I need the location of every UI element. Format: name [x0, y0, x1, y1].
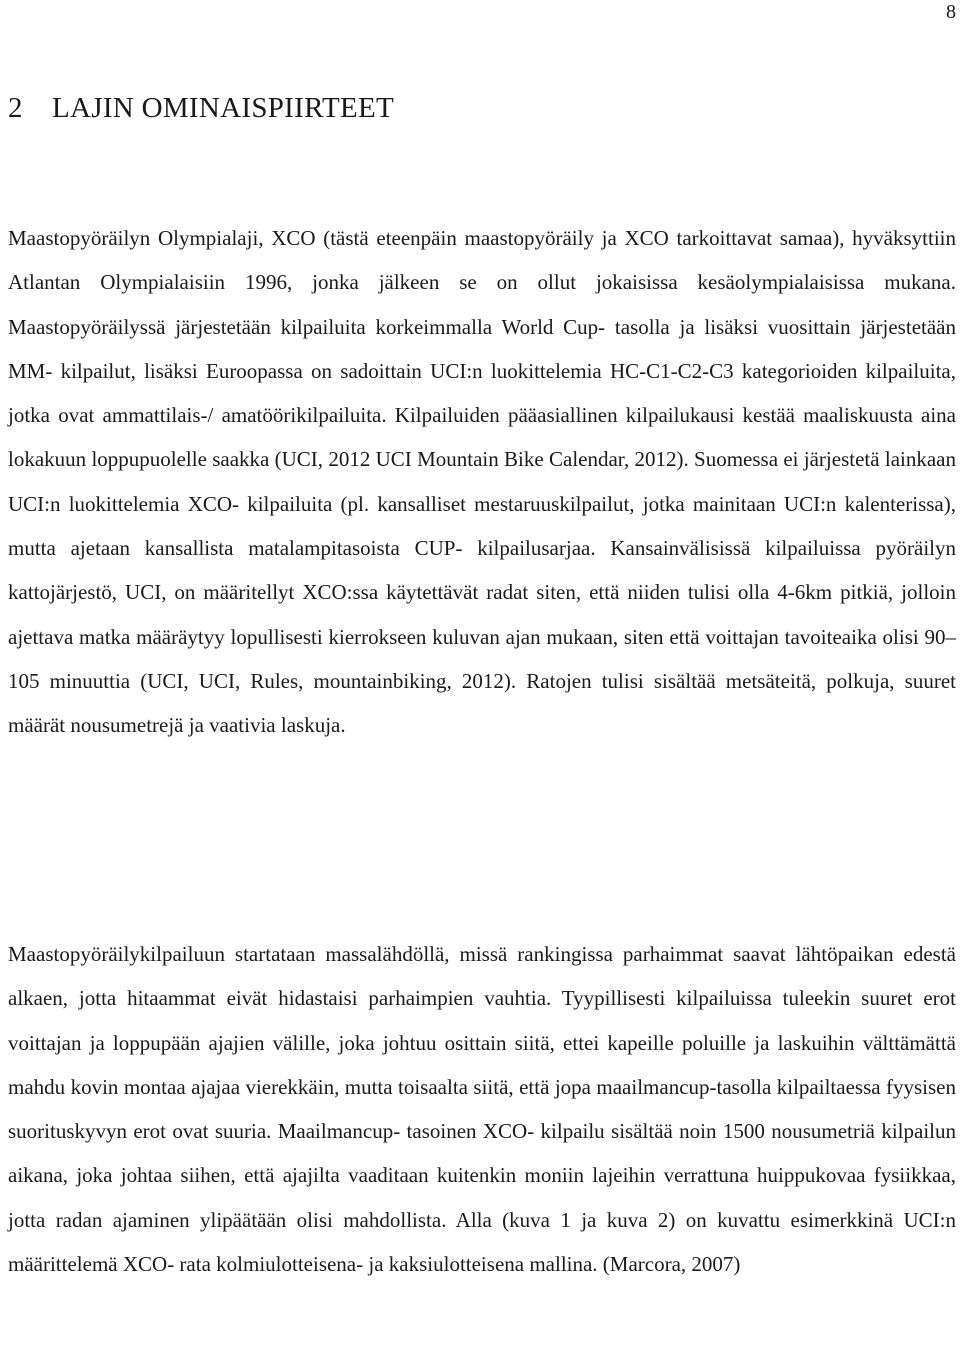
section-heading: [8, 88, 394, 128]
section-title: LAJIN OMINAISPIIRTEET: [52, 92, 395, 124]
body-paragraph-2: Maastopyöräilykilpailuun startataan massalähdöllä, missä rankingissa parhaimmat saavat lähtöpaikan edestä alkaen, jotta hitaammat eivät hidastaisi parhaimpien vauhtia. Tyypillisesti kilpailuissa tuleekin suuret erot voittajan ja loppupään ajajien välille, joka johtuu osittain siitä, ettei kapeille poluille ja laskuihin välttämättä mahdu kovin montaa ajajaa vierekkäin, mutta toisaalta siitä, että jopa maailmancup-tasolla kilpailtaessa fyysisen suorituskyvyn erot ovat suuria. Maailmancup- tasoinen XCO- kilpailu sisältää noin 1500 nousumetriä kilpailun aikana, joka johtaa siihen, että ajajilta vaaditaan kuitenkin moniin lajeihin verrattuna huippukovaa fysiikkaa, jotta radan ajaminen ylipäätään olisi mahdollista. Alla (kuva 1 ja kuva 2) on kuvattu esimerkkinä UCI:n määrittelemä XCO- rata kolmiulotteisena- ja kaksiulotteisena mallina. (Marcora, 2007): [8, 942, 956, 1277]
section-number: 2: [8, 92, 23, 124]
page-number: 8: [946, 1, 956, 23]
body-paragraph-1: Maastopyöräilyn Olympialaji, XCO (tästä eteenpäin maastopyöräily ja XCO tarkoittavat samaa), hyväksyttiin Atlantan Olympialaisiin 1996, jonka jälkeen se on ollut jokaisissa kesäolympialaisissa mukana. Maastopyöräilyssä järjestetään kilpailuita korkeimmalla World Cup- tasolla ja lisäksi vuosittain järjestetään MM- kilpailut, lisäksi Euroopassa on sadoittain UCI:n luokittelemia HC-C1-C2-C3 kategorioiden kilpailuita, jotka ovat ammattilais-/ amatöörikilpailuita. Kilpailuiden pääasiallinen kilpailukausi kestää maaliskuusta aina lokakuun loppupuolelle saakka (UCI, 2012 UCI Mountain Bike Calendar, 2012). Suomessa ei järjestetä lainkaan UCI:n luokittelemia XCO- kilpailuita (pl. kansalliset mestaruuskilpailut, jotka mainitaan UCI:n kalenterissa), mutta ajetaan kansallista matalampitasoista CUP- kilpailusarjaa. Kansainvälisissä kilpailuissa pyöräilyn kattojärjestö, UCI, on määritellyt XCO:ssa käytettävät radat siten, että niiden tulisi olla 4-6km pitkiä, jolloin ajettava matka määräytyy lopullisesti kierrokseen kuluvan ajan mukaan, siten että voittajan tavoiteaika olisi 90–105 minuuttia (UCI, UCI, Rules, mountainbiking, 2012). Ratojen tulisi sisältää metsäteitä, polkuja, suuret määrät nousumetrejä ja vaativia laskuja.: [8, 226, 956, 738]
